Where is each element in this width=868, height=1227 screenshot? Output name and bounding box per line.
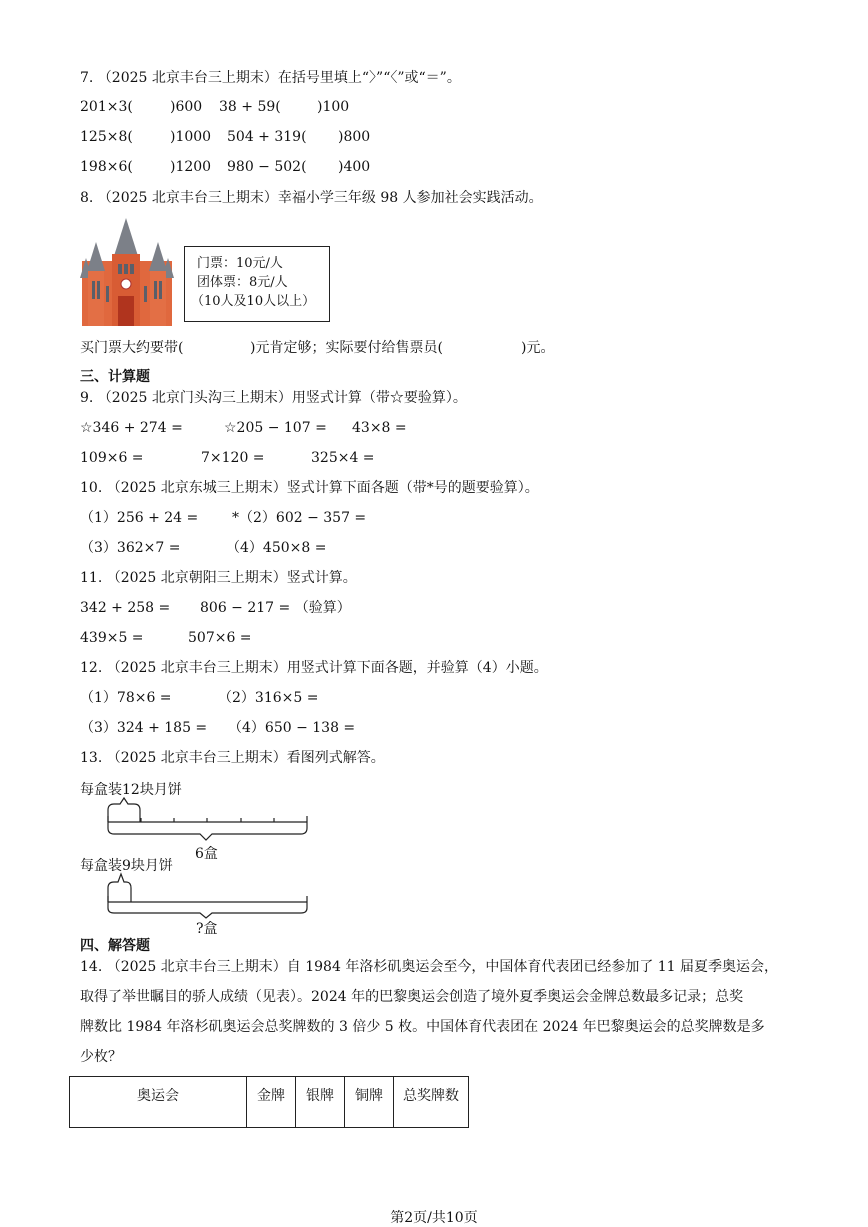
q12-item: （4）650 − 138 = (228, 720, 356, 736)
diagram-1-total: 6盒 (195, 846, 218, 862)
q10-item: （1）256 + 24 = (80, 510, 199, 526)
section-3-heading: 三、计算题 (80, 369, 150, 385)
q11-stem: 11. （2025 北京朝阳三上期末）竖式计算。 (80, 570, 357, 586)
header-silver: 银牌 (296, 1077, 345, 1128)
group-ticket-price: 团体票：8元/人 (197, 275, 288, 290)
page-footer: 第2页/共10页 (390, 1210, 478, 1226)
section-4-heading: 四、解答题 (80, 938, 150, 954)
medal-table (69, 1076, 469, 1128)
q12-item: （3）324 + 185 = (80, 720, 208, 736)
q9-item: 325×4 = (311, 450, 375, 466)
q7-expr: 201×3( (80, 99, 133, 115)
q7-stem: 7. （2025 北京丰台三上期末）在括号里填上“〉”“〈”或“＝”。 (80, 70, 461, 86)
q9-stem: 9. （2025 北京门头沟三上期末）用竖式计算（带☆要验算）。 (80, 390, 467, 406)
q10-item: *（2）602 − 357 = (232, 510, 367, 526)
q9-item: 7×120 = (201, 450, 265, 466)
castle-illustration (78, 216, 176, 326)
q11-item: 507×6 = (188, 630, 252, 646)
q8-answer-part-a: 买门票大约要带( (80, 340, 184, 356)
q12-stem: 12. （2025 北京丰台三上期末）用竖式计算下面各题，并验算（4）小题。 (80, 660, 548, 676)
segment-diagram-1 (100, 796, 315, 846)
q9-item: ☆205 − 107 = (224, 420, 327, 436)
q8-answer-part-c: )元。 (521, 340, 555, 356)
q11-item: 806 − 217 = （验算） (200, 600, 351, 616)
q7-compare: )400 (338, 159, 371, 175)
q8-answer-part-b: )元肯定够；实际要付给售票员( (250, 340, 443, 356)
q14-line: 牌数比 1984 年洛杉矶奥运会总奖牌数的 3 倍少 5 枚。中国体育代表团在 2024 年巴黎奥运会的总奖牌数是多 (80, 1019, 765, 1035)
header-gold: 金牌 (247, 1077, 296, 1128)
q7-expr: 198×6( (80, 159, 133, 175)
q7-compare: )1200 (170, 159, 212, 175)
medal-table-header-row (70, 1077, 469, 1128)
q9-item: 43×8 = (352, 420, 407, 436)
ticket-price-sign (184, 246, 330, 322)
header-total: 总奖牌数 (394, 1077, 469, 1128)
header-olympics: 奥运会 (70, 1077, 247, 1128)
q13-stem: 13. （2025 北京丰台三上期末）看图列式解答。 (80, 750, 385, 766)
q14-line: 14. （2025 北京丰台三上期末）自 1984 年洛杉矶奥运会至今，中国体育代表团已经参加了 11 届夏季奥运会， (80, 959, 779, 975)
q10-item: （4）450×8 = (226, 540, 327, 556)
q9-item: ☆346 + 274 = (80, 420, 183, 436)
q7-expr: 38 + 59( (219, 99, 281, 115)
q11-item: 439×5 = (80, 630, 144, 646)
ticket-price: 门票：10元/人 (197, 256, 283, 271)
q7-compare: )100 (317, 99, 350, 115)
q9-item: 109×6 = (80, 450, 144, 466)
q14-line: 取得了举世瞩目的骄人成绩（见表）。2024 年的巴黎奥运会创造了境外夏季奥运会金牌总数最多记录；总奖 (80, 989, 744, 1005)
q7-expr: 980 − 502( (227, 159, 307, 175)
diagram-2-label: 每盒装9块月饼 (80, 858, 173, 874)
q8-stem: 8. （2025 北京丰台三上期末）幸福小学三年级 98 人参加社会实践活动。 (80, 190, 543, 206)
q7-compare: )800 (338, 129, 371, 145)
header-bronze: 铜牌 (345, 1077, 394, 1128)
q7-expr: 125×8( (80, 129, 133, 145)
group-ticket-condition: （10人及10人以上） (191, 294, 316, 309)
segment-diagram-2 (100, 872, 315, 922)
q7-expr: 504 + 319( (227, 129, 307, 145)
q7-compare: )1000 (170, 129, 212, 145)
q12-item: （1）78×6 = (80, 690, 172, 706)
diagram-1-label: 每盒装12块月饼 (80, 782, 182, 798)
q11-item: 342 + 258 = (80, 600, 171, 616)
q14-line: 少枚？ (80, 1049, 122, 1065)
q10-stem: 10. （2025 北京东城三上期末）竖式计算下面各题（带*号的题要验算）。 (80, 480, 539, 496)
q10-item: （3）362×7 = (80, 540, 181, 556)
q7-compare: )600 (170, 99, 203, 115)
q12-item: （2）316×5 = (218, 690, 319, 706)
diagram-2-total: ?盒 (196, 921, 218, 937)
